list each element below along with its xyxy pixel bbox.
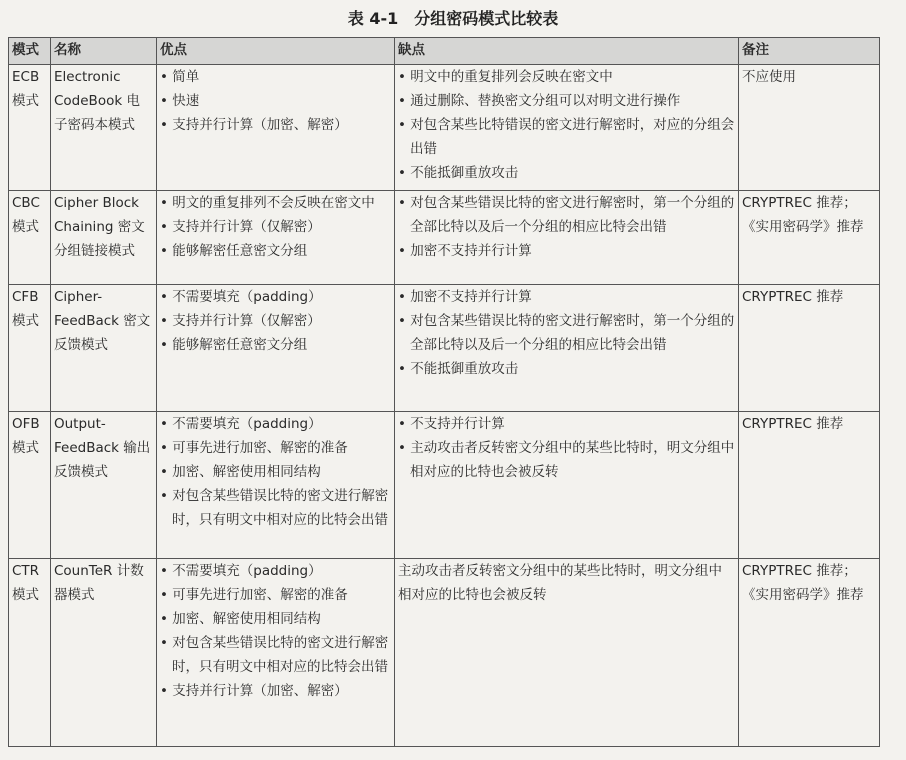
pros-cell (157, 412, 395, 559)
header-name: 名称 (51, 38, 157, 65)
name-cell: Cipher-FeedBack 密文反馈模式 (51, 285, 157, 412)
pros-list (160, 191, 391, 263)
note-cell: CRYPTREC 推荐；《实用密码学》推荐 (739, 191, 880, 285)
table-row (9, 285, 880, 412)
cons-item: • 通过删除、替换密文分组可以对明文进行操作 (398, 89, 735, 113)
table-title: 表 4-1 分组密码模式比较表 (347, 9, 559, 28)
pros-item: • 快速 (160, 89, 391, 113)
pros-list (160, 412, 391, 532)
cons-list (398, 412, 735, 484)
pros-item: • 不需要填充（padding） (160, 412, 391, 436)
pros-item: • 简单 (160, 65, 391, 89)
pros-item: • 支持并行计算（加密、解密） (160, 113, 391, 137)
cons-item: • 对包含某些错误比特的密文进行解密时，第一个分组的全部比特以及后一个分组的相应比特会出错 (398, 191, 735, 239)
header-row (9, 38, 880, 65)
pros-item: • 不需要填充（padding） (160, 559, 391, 583)
cons-list (398, 285, 735, 381)
pros-item: • 不需要填充（padding） (160, 285, 391, 309)
table-row (9, 65, 880, 191)
note-cell: CRYPTREC 推荐 (739, 412, 880, 559)
pros-list (160, 559, 391, 703)
cons-item: • 加密不支持并行计算 (398, 285, 735, 309)
header-pros: 优点 (157, 38, 395, 65)
pros-list (160, 65, 391, 137)
mode-cell: CBC 模式 (9, 191, 51, 285)
pros-item: • 明文的重复排列不会反映在密文中 (160, 191, 391, 215)
table-row (9, 191, 880, 285)
note-cell: 不应使用 (739, 65, 880, 191)
name-cell: Electronic CodeBook 电子密码本模式 (51, 65, 157, 191)
pros-item: • 支持并行计算（仅解密） (160, 215, 391, 239)
header-cons: 缺点 (395, 38, 739, 65)
block-cipher-mode-comparison-table (8, 37, 880, 747)
table-row (9, 559, 880, 747)
name-cell: Cipher Block Chaining 密文分组链接模式 (51, 191, 157, 285)
cons-text: 主动攻击者反转密文分组中的某些比特时，明文分组中相对应的比特也会被反转 (398, 563, 722, 603)
mode-cell: ECB 模式 (9, 65, 51, 191)
pros-item: • 能够解密任意密文分组 (160, 239, 391, 263)
mode-cell: OFB 模式 (9, 412, 51, 559)
cons-item: • 明文中的重复排列会反映在密文中 (398, 65, 735, 89)
mode-cell: CTR 模式 (9, 559, 51, 747)
table-row (9, 412, 880, 559)
pros-item: • 可事先进行加密、解密的准备 (160, 436, 391, 460)
cons-list (398, 65, 735, 185)
pros-cell (157, 559, 395, 747)
header-mode: 模式 (9, 38, 51, 65)
pros-item: • 对包含某些错误比特的密文进行解密时，只有明文中相对应的比特会出错 (160, 631, 391, 679)
name-cell: Output-FeedBack 输出反馈模式 (51, 412, 157, 559)
pros-item: • 能够解密任意密文分组 (160, 333, 391, 357)
pros-item: • 支持并行计算（仅解密） (160, 309, 391, 333)
pros-item: • 加密、解密使用相同结构 (160, 460, 391, 484)
pros-cell (157, 191, 395, 285)
pros-list (160, 285, 391, 357)
cons-cell (395, 559, 739, 747)
cons-item: • 加密不支持并行计算 (398, 239, 735, 263)
cons-list (398, 191, 735, 263)
pros-item: • 加密、解密使用相同结构 (160, 607, 391, 631)
mode-cell: CFB 模式 (9, 285, 51, 412)
pros-item: • 对包含某些错误比特的密文进行解密时，只有明文中相对应的比特会出错 (160, 484, 391, 532)
pros-cell (157, 285, 395, 412)
note-cell: CRYPTREC 推荐；《实用密码学》推荐 (739, 559, 880, 747)
cons-cell (395, 191, 739, 285)
cons-item: • 主动攻击者反转密文分组中的某些比特时，明文分组中相对应的比特也会被反转 (398, 436, 735, 484)
note-cell: CRYPTREC 推荐 (739, 285, 880, 412)
cons-item: • 不能抵御重放攻击 (398, 357, 735, 381)
cons-item: • 对包含某些错误比特的密文进行解密时，第一个分组的全部比特以及后一个分组的相应比特会出错 (398, 309, 735, 357)
cons-cell (395, 412, 739, 559)
pros-cell (157, 65, 395, 191)
pros-item: • 支持并行计算（加密、解密） (160, 679, 391, 703)
header-notes: 备注 (739, 38, 880, 65)
cons-item: • 不能抵御重放攻击 (398, 161, 735, 185)
name-cell: CounTeR 计数器模式 (51, 559, 157, 747)
cons-cell (395, 65, 739, 191)
cons-item: • 不支持并行计算 (398, 412, 735, 436)
cons-cell (395, 285, 739, 412)
cons-item: • 对包含某些比特错误的密文进行解密时，对应的分组会出错 (398, 113, 735, 161)
pros-item: • 可事先进行加密、解密的准备 (160, 583, 391, 607)
